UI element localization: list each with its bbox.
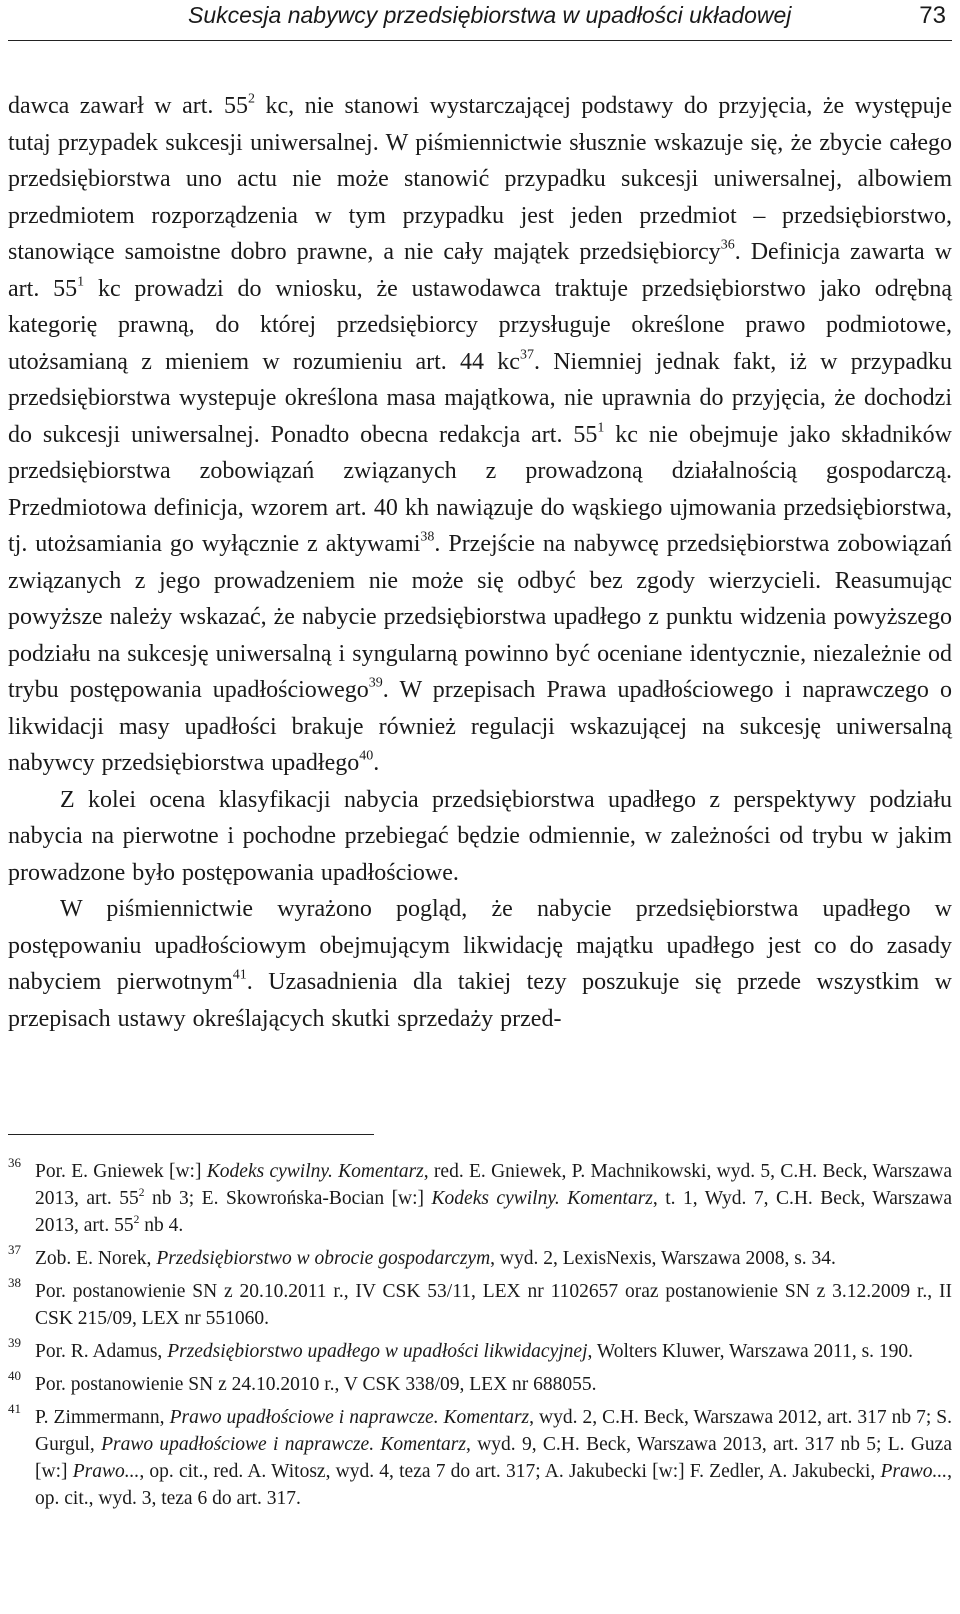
text-run: . Niemniej jednak fakt, iż w przypadku przedsiębiorstwa wystepuje określona masa majątkowa, nie uprawnia do przyjęcia, że dochodzi do sukcesji uniwersalnej. Ponadto obecna redakcja art. 55 <box>8 348 953 448</box>
footnote-ref: 36 <box>720 237 735 253</box>
footnote-36 <box>8 1155 952 1239</box>
superscript: 2 <box>133 1213 140 1226</box>
italic-title: Prawo upadłościowe i naprawcze. Komentarz <box>101 1434 466 1455</box>
text-run: , t. 1, Wyd. 7, C.H. Beck, Warszawa 2013, art. 55 <box>35 1188 952 1236</box>
footnote-number: 36 <box>8 1155 21 1170</box>
text-run: . Uzasadnienia dla takiej tezy poszukuje się przede wszystkim w przepisach ustawy określających skutki sprzedaży przed- <box>8 969 952 1032</box>
text-run: kc, nie stanowi wystarczającej podstawy do przyjęcia, że występuje tutaj przypadek sukcesji uniwersalnej. W piśmiennictwie słusznie wskazuje się, że zbycie całego przedsiębiorstwa uno actu nie może stanowić przypadku sukcesji uniwersalnej, albowiem przedmiotem rozporządzenia w tym przypadku jest jeden przedmiot – przedsiębiorstwo, stanowiące samoistne dobro prawne, a nie cały majątek przedsiębiorcy <box>8 93 952 265</box>
footnote-41 <box>8 1401 953 1512</box>
paragraph-1 <box>8 88 952 782</box>
text-run: . Przejście na nabywcę przedsiębiorstwa zobowiązań związanych z jego prowadzeniem nie może się odbyć bez zgody wierzycieli. Reasumując powyższe należy wskazać, że nabycie przedsiębiorstwa upadłego z punktu widzenia powyższego podziału na sukcesję uniwersalną i syngularną powinno być oceniane identycznie, niezależnie od trybu postępowania upadłościowego <box>8 531 952 703</box>
footnote-number: 41 <box>8 1401 21 1416</box>
text-run: nb 4. <box>139 1215 184 1236</box>
text-run: Por. postanowienie SN z 24.10.2010 r., V CSK 338/09, LEX nr 688055. <box>35 1374 597 1395</box>
text-run: P. Zimmermann, <box>35 1407 170 1428</box>
footnote-number: 40 <box>8 1368 21 1383</box>
footnote-number: 38 <box>8 1275 21 1290</box>
superscript: 2 <box>138 1186 145 1199</box>
main-text <box>8 88 952 1037</box>
text-run: . Definicja zawarta w art. 55 <box>8 239 953 302</box>
italic-title: Kodeks cywilny. Komentarz <box>206 1161 424 1182</box>
superscript: 1 <box>597 420 605 435</box>
text-run: . W przepisach Prawa upadłościowego i naprawczego o likwidacji masy upadłości brakuje również regulacji wskazującej na sukcesję uniwersalną nabywcy przedsiębiorstwa upadłego <box>8 677 953 776</box>
text-run: , op. cit., red. A. Witosz, wyd. 4, teza 7 do art. 317; A. Jakubecki [w:] F. Zedler, A. Jakubecki, <box>139 1461 881 1482</box>
text-run: kc nie obejmuje jako składników przedsiębiorstwa zobowiązań związanych z prowadzoną działalnością gospodarczą. Przedmiotowa definicja, wzorem art. 40 kh nawiązuje do wąskiego ujmowania przedsiębiorstwa, tj. utożsamiania go wyłącznie z aktywami <box>8 421 952 557</box>
page-number: 73 <box>919 2 946 29</box>
footnote-ref: 38 <box>420 529 435 545</box>
superscript: 1 <box>77 274 85 289</box>
footnote-40 <box>8 1368 952 1398</box>
text-run: , wyd. 2, LexisNexis, Warszawa 2008, s. 34. <box>490 1248 836 1269</box>
text-run: dawca zawarł w art. 55 <box>8 93 248 119</box>
text-run: Zob. E. Norek, <box>35 1248 157 1269</box>
italic-title: Przedsiębiorstwo upadłego w upadłości likwidacyjnej <box>167 1341 588 1362</box>
text-run: , red. E. Gniewek, P. Machnikowski, wyd. 5, C.H. Beck, Warszawa 2013, art. 55 <box>35 1161 952 1209</box>
footnotes <box>8 1155 953 1518</box>
footnote-ref: 41 <box>232 967 247 983</box>
text-run: Por. E. Gniewek [w:] <box>35 1161 207 1182</box>
superscript: 2 <box>247 91 255 107</box>
text-run: . <box>373 750 380 776</box>
text-run: Por. R. Adamus, <box>35 1341 168 1362</box>
text-run: , Wolters Kluwer, Warszawa 2011, s. 190. <box>587 1341 914 1362</box>
footnote-separator <box>8 1134 374 1135</box>
text-run: nb 3; E. Skowrońska-Bocian [w:] <box>144 1188 432 1209</box>
footnote-ref: 39 <box>368 675 383 691</box>
paragraph-2: Z kolei ocena klasyfikacji nabycia przedsiębiorstwa upadłego z perspektywy podziału nabycia na pierwotne i pochodne przebiegać będzie odmiennie, w zależności od trybu w jakim prowadzone było postępowania upadłościowe. <box>8 786 952 886</box>
running-title: Sukcesja nabywcy przedsiębiorstwa w upadłości układowej <box>188 2 792 28</box>
italic-title: Przedsiębiorstwo w obrocie gospodarczym <box>156 1248 491 1269</box>
text-run: , wyd. 2, C.H. Beck, Warszawa 2012, art. 317 nb 7; S. Gurgul, <box>35 1407 953 1455</box>
text-run: , wyd. 9, C.H. Beck, Warszawa 2013, art. 317 nb 5; L. Guza [w:] <box>35 1434 952 1482</box>
text-run: kc prowadzi do wniosku, że ustawodawca traktuje przedsiębiorstwo jako odrębną kategorię prawną, do której przedsiębiorcy przysługuje określone prawo podmiotowe, utożsamianą z mieniem w rozumieniu art. 44 kc <box>8 275 952 375</box>
footnote-38 <box>8 1275 952 1332</box>
running-header <box>8 0 952 41</box>
italic-title: Prawo... <box>72 1461 140 1482</box>
footnote-number: 37 <box>8 1242 21 1257</box>
text-run: Por. postanowienie SN z 20.10.2011 r., IV CSK 53/11, LEX nr 1102657 oraz postanowienie SN z 3.12.2009 r., II CSK 215/09, LEX nr 551060. <box>35 1281 952 1329</box>
footnote-ref: 37 <box>519 347 534 362</box>
paragraph-3 <box>8 891 952 1037</box>
text-run: , op. cit., wyd. 3, teza 6 do art. 317. <box>35 1461 952 1509</box>
footnote-ref: 40 <box>359 748 374 764</box>
italic-title: Kodeks cywilny. Komentarz <box>431 1188 653 1209</box>
text-run: W piśmiennictwie wyrażono pogląd, że nabycie przedsiębiorstwa upadłego w postępowaniu upadłościowym obejmującym likwidację majątku upadłego jest co do zasady nabyciem pierwotnym <box>8 896 952 995</box>
footnote-37 <box>8 1242 952 1272</box>
italic-title: Prawo... <box>880 1461 948 1482</box>
italic-title: Prawo upadłościowe i naprawcze. Komentarz <box>169 1407 530 1428</box>
footnote-number: 39 <box>8 1335 21 1350</box>
footnote-39 <box>8 1335 952 1365</box>
